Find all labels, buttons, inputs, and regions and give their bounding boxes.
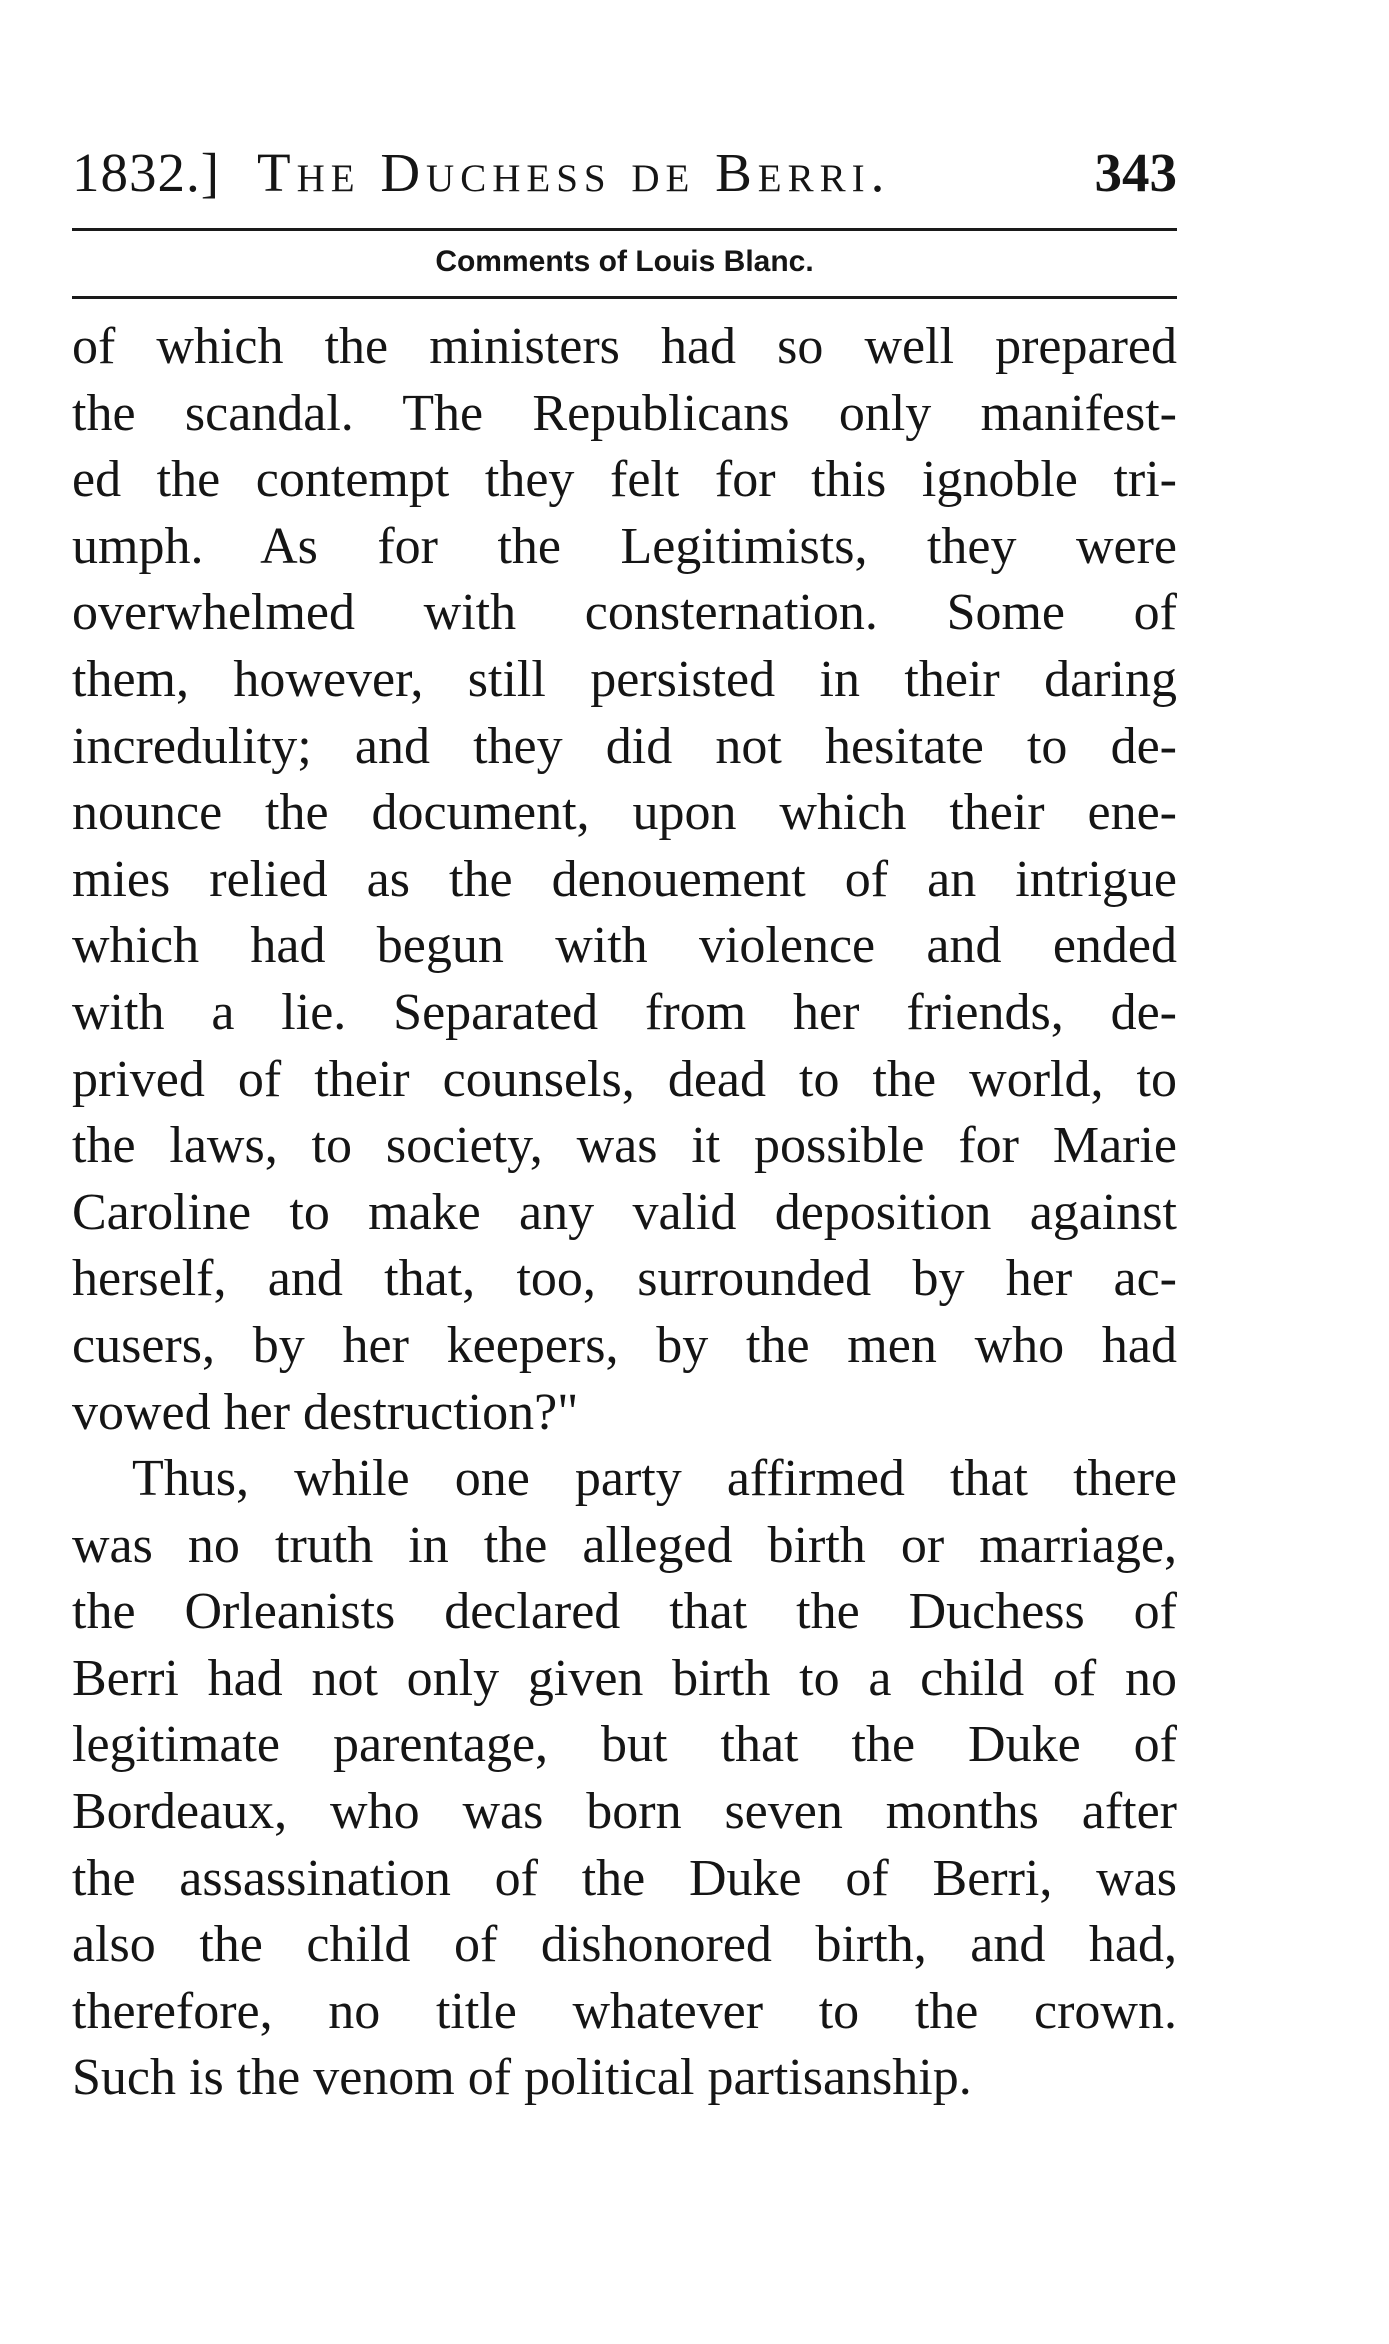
text-line: Such is the venom of political partisanship. [72, 2049, 972, 2107]
section-subheading: Comments of Louis Blanc. [435, 245, 814, 278]
header-rule-bottom [72, 296, 1177, 299]
text-line: the Orleanists declared that the Duchess of [72, 1583, 1177, 1641]
paragraph-1 [72, 314, 1177, 1446]
text-line: cusers, by her keepers, by the men who had [72, 1316, 1177, 1374]
text-line: mies relied as the denouement of an intrigue [72, 850, 1177, 908]
text-line: with a lie. Separated from her friends, de- [72, 983, 1177, 1041]
text-line: the assassination of the Duke of Berri, was [72, 1849, 1177, 1907]
text-line: ed the contempt they felt for this ignoble tri- [72, 451, 1177, 509]
text-line: the laws, to society, was it possible for Marie [72, 1117, 1177, 1175]
body-text [72, 314, 1177, 2112]
header-rule-top [72, 228, 1177, 231]
text-line: prived of their counsels, dead to the world, to [72, 1050, 1177, 1108]
text-line: which had begun with violence and ended [72, 917, 1177, 975]
text-line: Bordeaux, who was born seven months after [72, 1783, 1177, 1841]
header-title: The Duchess de Berri. [257, 142, 891, 203]
text-line: of which the ministers had so well prepared [72, 318, 1177, 375]
page-number: 343 [1094, 142, 1177, 203]
text-line: them, however, still persisted in their daring [72, 650, 1177, 708]
text-line: umph. As for the Legitimists, they were [72, 517, 1177, 575]
text-line: also the child of dishonored birth, and had, [72, 1916, 1177, 1974]
text-line: Thus, while one party affirmed that there [132, 1450, 1177, 1508]
text-line: therefore, no title whatever to the crown. [72, 1982, 1177, 2040]
text-line: Caroline to make any valid deposition against [72, 1183, 1177, 1241]
text-line: the scandal. The Republicans only manifest- [72, 384, 1177, 442]
running-header [72, 138, 1177, 208]
text-line: vowed her destruction?" [72, 1383, 579, 1441]
text-line: legitimate parentage, but that the Duke of [72, 1716, 1177, 1774]
text-line: nounce the document, upon which their ene- [72, 784, 1177, 842]
text-line: herself, and that, too, surrounded by her ac- [72, 1250, 1177, 1308]
text-line: incredulity; and they did not hesitate to de- [72, 717, 1177, 775]
header-year: 1832.] [72, 142, 221, 203]
text-line: Berri had not only given birth to a child of no [72, 1649, 1177, 1707]
paragraph-2 [72, 1446, 1177, 2112]
text-line: was no truth in the alleged birth or marriage, [72, 1516, 1177, 1574]
text-line: overwhelmed with consternation. Some of [72, 584, 1177, 642]
